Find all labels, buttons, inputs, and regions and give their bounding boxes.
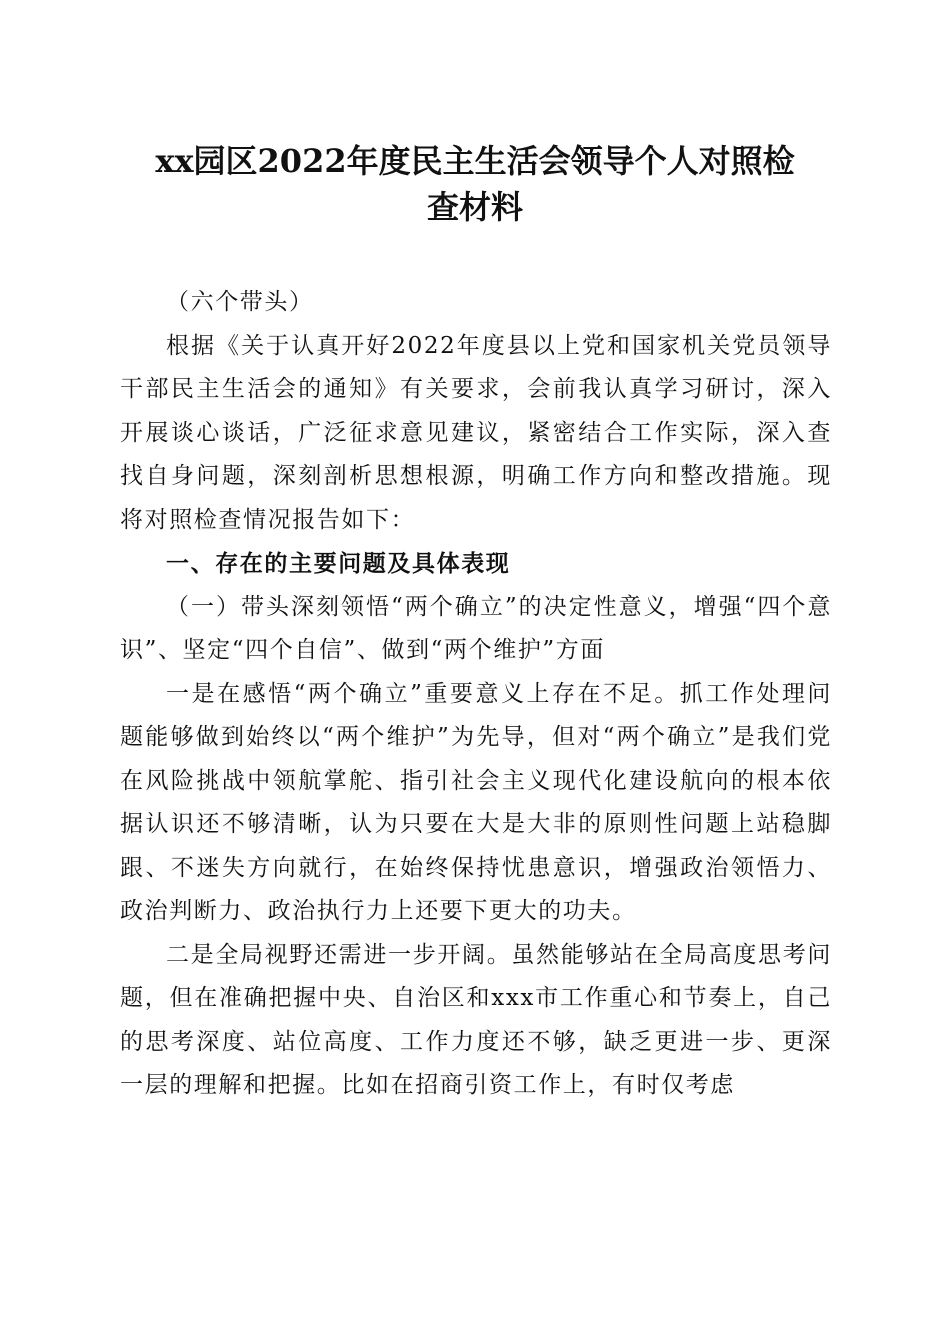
subsection-heading: （一）带头深刻领悟“两个确立”的决定性意义，增强“四个意识”、坚定“四个自信”、做到“两个维护”方面 xyxy=(120,593,832,663)
section-heading: 一、存在的主要问题及具体表现 xyxy=(166,550,511,577)
title-line-1: xx园区2022年度民主生活会领导个人对照检 xyxy=(155,142,795,180)
title-line-2: 查材料 xyxy=(426,188,523,226)
document-title xyxy=(100,138,850,230)
intro-paragraph: 根据《关于认真开好2022年度县以上党和国家机关党员领导干部民主生活会的通知》有关要求，会前我认真学习研讨，深入开展谈心谈话，广泛征求意见建议，紧密结合工作实际，深入查找自身问题，深刻剖析思想根源，明确工作方向和整改措施。现将对照检查情况报告如下： xyxy=(120,332,832,533)
subtitle: （六个带头） xyxy=(166,289,314,315)
point-paragraph-1: 一是在感悟“两个确立”重要意义上存在不足。抓工作处理问题能够做到始终以“两个维护”为先导，但对“两个确立”是我们党在风险挑战中领航掌舵、指引社会主义现代化建设航向的根本依据认识还不够清晰，认为只要在大是大非的原则性问题上站稳脚跟、不迷失方向就行，在始终保持忧患意识，增强政治领悟力、政治判断力、政治执行力上还要下更大的功夫。 xyxy=(120,680,832,924)
document-body xyxy=(120,281,832,1108)
point-paragraph-2: 二是全局视野还需进一步开阔。虽然能够站在全局高度思考问题，但在准确把握中央、自治区和xxx市工作重心和节奏上，自己的思考深度、站位高度、工作力度还不够，缺乏更进一步、更深一层的理解和把握。比如在招商引资工作上，有时仅考虑 xyxy=(120,941,832,1098)
